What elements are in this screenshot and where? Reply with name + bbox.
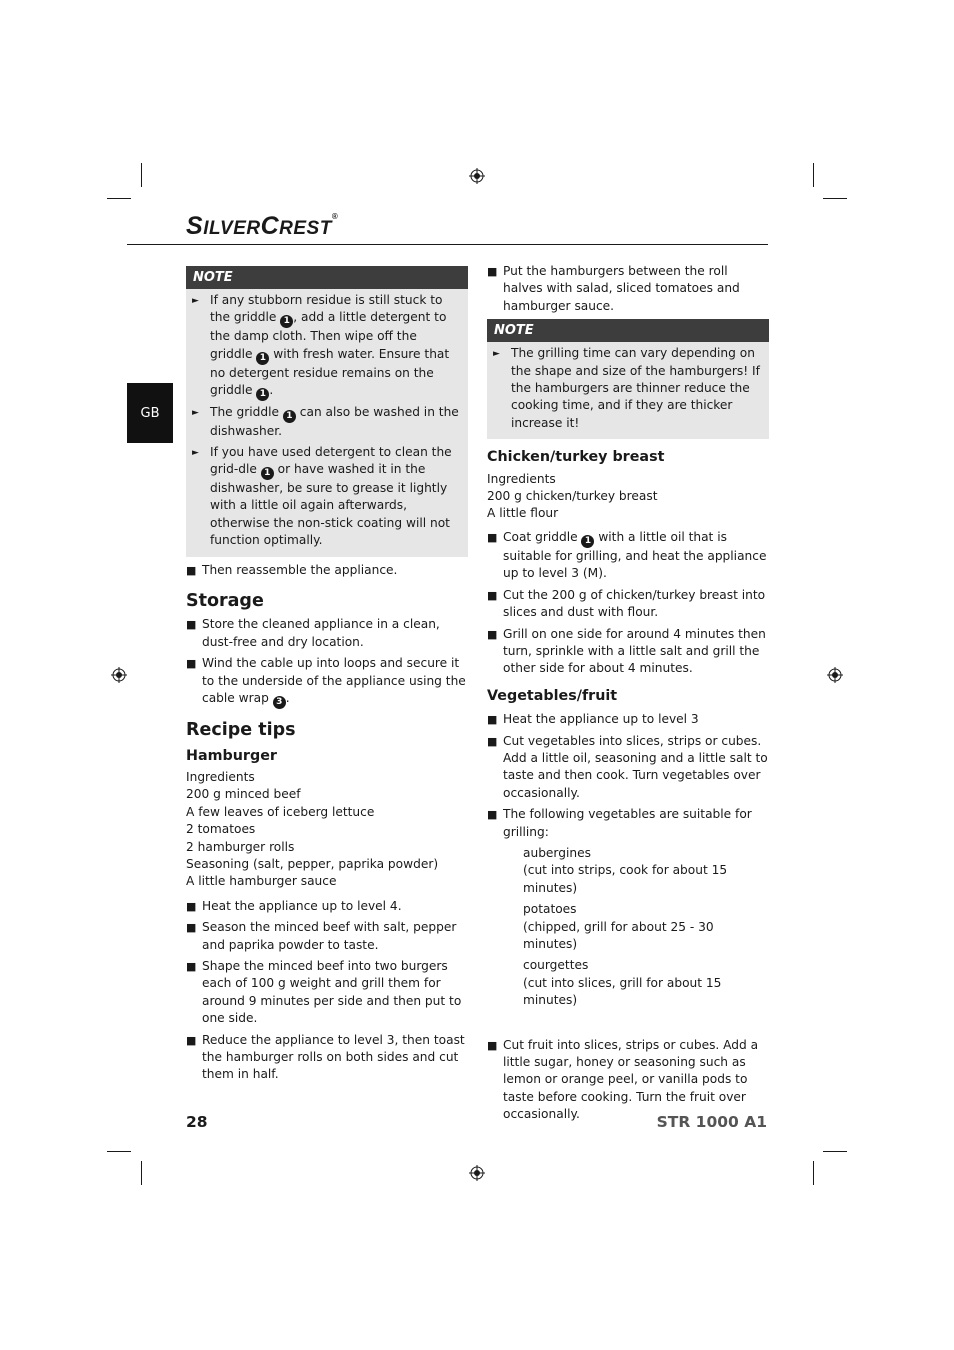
ingredients-label: Ingredients bbox=[186, 769, 255, 784]
ingredient: A little flour bbox=[487, 506, 559, 521]
crop-mark bbox=[813, 163, 814, 187]
crop-mark bbox=[107, 1151, 131, 1152]
brand-logo: SILVERCREST® bbox=[186, 212, 339, 240]
square-bullet-icon: ■ bbox=[487, 734, 498, 748]
ingredient: 200 g chicken/turkey breast bbox=[487, 489, 658, 504]
square-bullet-icon: ■ bbox=[186, 563, 197, 577]
ingredient: Seasoning (salt, pepper, paprika powder) bbox=[186, 856, 439, 871]
square-bullet-icon: ■ bbox=[186, 1033, 197, 1047]
note-item: ► If any stubborn residue is still stuck to the griddle 1 , add a little detergent to the damp cloth. Then wipe off the griddle 1 with fresh water. Ensure that no detergent residue remains on the griddle 1 . bbox=[192, 293, 450, 400]
vegetable-name: aubergines bbox=[523, 845, 591, 860]
vegetable-detail: (chipped, grill for about 25 - 30 minutes) bbox=[523, 919, 714, 951]
subsection-heading: Chicken/turkey breast bbox=[487, 449, 665, 466]
note-item: ► The griddle 1 can also be washed in the dishwasher. bbox=[192, 404, 460, 440]
registration-mark-icon bbox=[827, 667, 843, 683]
part-number-icon: 1 bbox=[261, 467, 274, 480]
note-item: ► If you have used detergent to clean the grid-dle 1 or have washed it in the dishwasher, be sure to grease it lightly with a little oil again afterwards, otherwise the non-stick coating will not function optimally. bbox=[192, 444, 460, 550]
part-number-icon: 3 bbox=[273, 696, 286, 709]
square-bullet-icon: ■ bbox=[487, 713, 498, 727]
part-number-icon: 1 bbox=[280, 315, 293, 328]
square-bullet-icon: ■ bbox=[186, 618, 197, 632]
crop-mark bbox=[141, 163, 142, 187]
section-heading: Recipe tips bbox=[186, 720, 296, 741]
triangle-arrow-icon: ► bbox=[192, 296, 199, 306]
section-heading: Storage bbox=[186, 591, 264, 612]
crop-mark bbox=[141, 1161, 142, 1185]
ingredient: 2 tomatoes bbox=[186, 822, 256, 837]
crop-mark bbox=[107, 198, 131, 199]
model-number: STR 1000 A1 bbox=[656, 1113, 767, 1131]
ingredient: 2 hamburger rolls bbox=[186, 839, 295, 854]
list-item: ■ Reduce the appliance to level 3, then toast the hamburger rolls on both sides and cut them in half. bbox=[186, 1032, 468, 1084]
right-column bbox=[487, 263, 769, 1128]
list-item: ■ Grill on one side for around 4 minutes then turn, sprinkle with a little salt and grill the other side for about 4 minutes. bbox=[487, 626, 769, 678]
list-item: ■ Wind the cable up into loops and secure it to the underside of the appliance using the cable wrap 3 . bbox=[186, 656, 466, 708]
square-bullet-icon: ■ bbox=[487, 588, 498, 602]
note-body bbox=[186, 289, 468, 557]
note-title: NOTE bbox=[186, 266, 468, 289]
square-bullet-icon: ■ bbox=[487, 265, 498, 278]
part-number-icon: 1 bbox=[581, 535, 594, 548]
vegetable-name: potatoes bbox=[523, 902, 577, 917]
registration-mark-icon bbox=[111, 667, 127, 683]
triangle-arrow-icon: ► bbox=[192, 408, 199, 419]
square-bullet-icon: ■ bbox=[487, 808, 498, 822]
vegetable-list bbox=[487, 845, 769, 1010]
crop-mark bbox=[813, 1161, 814, 1185]
vegetable-detail: (cut into slices, grill for about 15 minutes) bbox=[523, 975, 722, 1008]
square-bullet-icon: ■ bbox=[487, 530, 498, 544]
left-column bbox=[186, 266, 468, 1088]
list-item: ■ The following vegetables are suitable for grilling: bbox=[487, 806, 769, 841]
list-item: ■ Shape the minced beef into two burgers each of 100 g weight and grill them for around 9 minutes per side and then put to one side. bbox=[186, 958, 468, 1028]
triangle-arrow-icon: ► bbox=[192, 447, 199, 458]
note-box bbox=[487, 319, 769, 439]
ingredient: A few leaves of iceberg lettuce bbox=[186, 804, 375, 819]
page-number: 28 bbox=[186, 1113, 208, 1131]
list-item: ■ Cut fruit into slices, strips or cubes. Add a little sugar, honey or seasoning such as lemon or orange peel, or vanilla pods to taste before cooking. Turn the fruit over occasionally. bbox=[487, 1037, 769, 1124]
note-item: ► The grilling time can vary depending on the shape and size of the hamburgers! If the hamburgers are thinner reduce the cooking time, and if they are thicker increase it! bbox=[493, 345, 761, 432]
ingredient: A little hamburger sauce bbox=[186, 874, 337, 889]
list-item: ■ Season the minced beef with salt, pepper and paprika powder to taste. bbox=[186, 919, 468, 954]
crop-mark bbox=[823, 1151, 847, 1152]
registration-mark-icon bbox=[469, 168, 485, 184]
subsection-heading: Hamburger bbox=[186, 747, 277, 764]
header-rule bbox=[127, 244, 768, 245]
note-title: NOTE bbox=[487, 319, 769, 342]
square-bullet-icon: ■ bbox=[487, 627, 498, 641]
vegetable-name: courgettes bbox=[523, 958, 589, 973]
list-item: ■ Cut the 200 g of chicken/turkey breast into slices and dust with flour. bbox=[487, 587, 769, 622]
part-number-icon: 1 bbox=[256, 388, 269, 401]
ingredients-label: Ingredients bbox=[487, 471, 556, 486]
part-number-icon: 1 bbox=[256, 352, 269, 365]
square-bullet-icon: ■ bbox=[186, 899, 197, 913]
square-bullet-icon: ■ bbox=[186, 657, 197, 671]
triangle-arrow-icon: ► bbox=[493, 349, 500, 360]
subsection-heading: Vegetables/fruit bbox=[487, 687, 618, 704]
part-number-icon: 1 bbox=[283, 410, 296, 423]
list-item: ■ Coat griddle 1 with a little oil that is suitable for grilling, and heat the appliance up to level 3 (M). bbox=[487, 529, 769, 583]
list-item: ■ Heat the appliance up to level 4. bbox=[186, 898, 468, 915]
list-item: ■ Store the cleaned appliance in a clean, dust-free and dry location. bbox=[186, 616, 468, 651]
square-bullet-icon: ■ bbox=[186, 921, 197, 935]
list-item: ■ Then reassemble the appliance. bbox=[186, 562, 468, 579]
language-tab: GB bbox=[127, 383, 173, 443]
crop-mark bbox=[823, 198, 847, 199]
note-box bbox=[186, 266, 468, 557]
list-item: ■ Cut vegetables into slices, strips or cubes. Add a little oil, seasoning and a little salt to taste and then cook. Turn vegetables over occasionally. bbox=[487, 733, 769, 803]
list-item: ■ Heat the appliance up to level 3 bbox=[487, 711, 769, 728]
ingredient: 200 g minced beef bbox=[186, 787, 301, 802]
square-bullet-icon: ■ bbox=[186, 959, 197, 973]
note-body bbox=[487, 342, 769, 439]
registration-mark-icon bbox=[469, 1165, 485, 1181]
list-item: ■ Put the hamburgers between the roll halves with salad, sliced tomatoes and hamburger sauce. bbox=[487, 263, 769, 315]
vegetable-detail: (cut into strips, cook for about 15 minutes) bbox=[523, 863, 728, 895]
square-bullet-icon: ■ bbox=[487, 1038, 498, 1052]
